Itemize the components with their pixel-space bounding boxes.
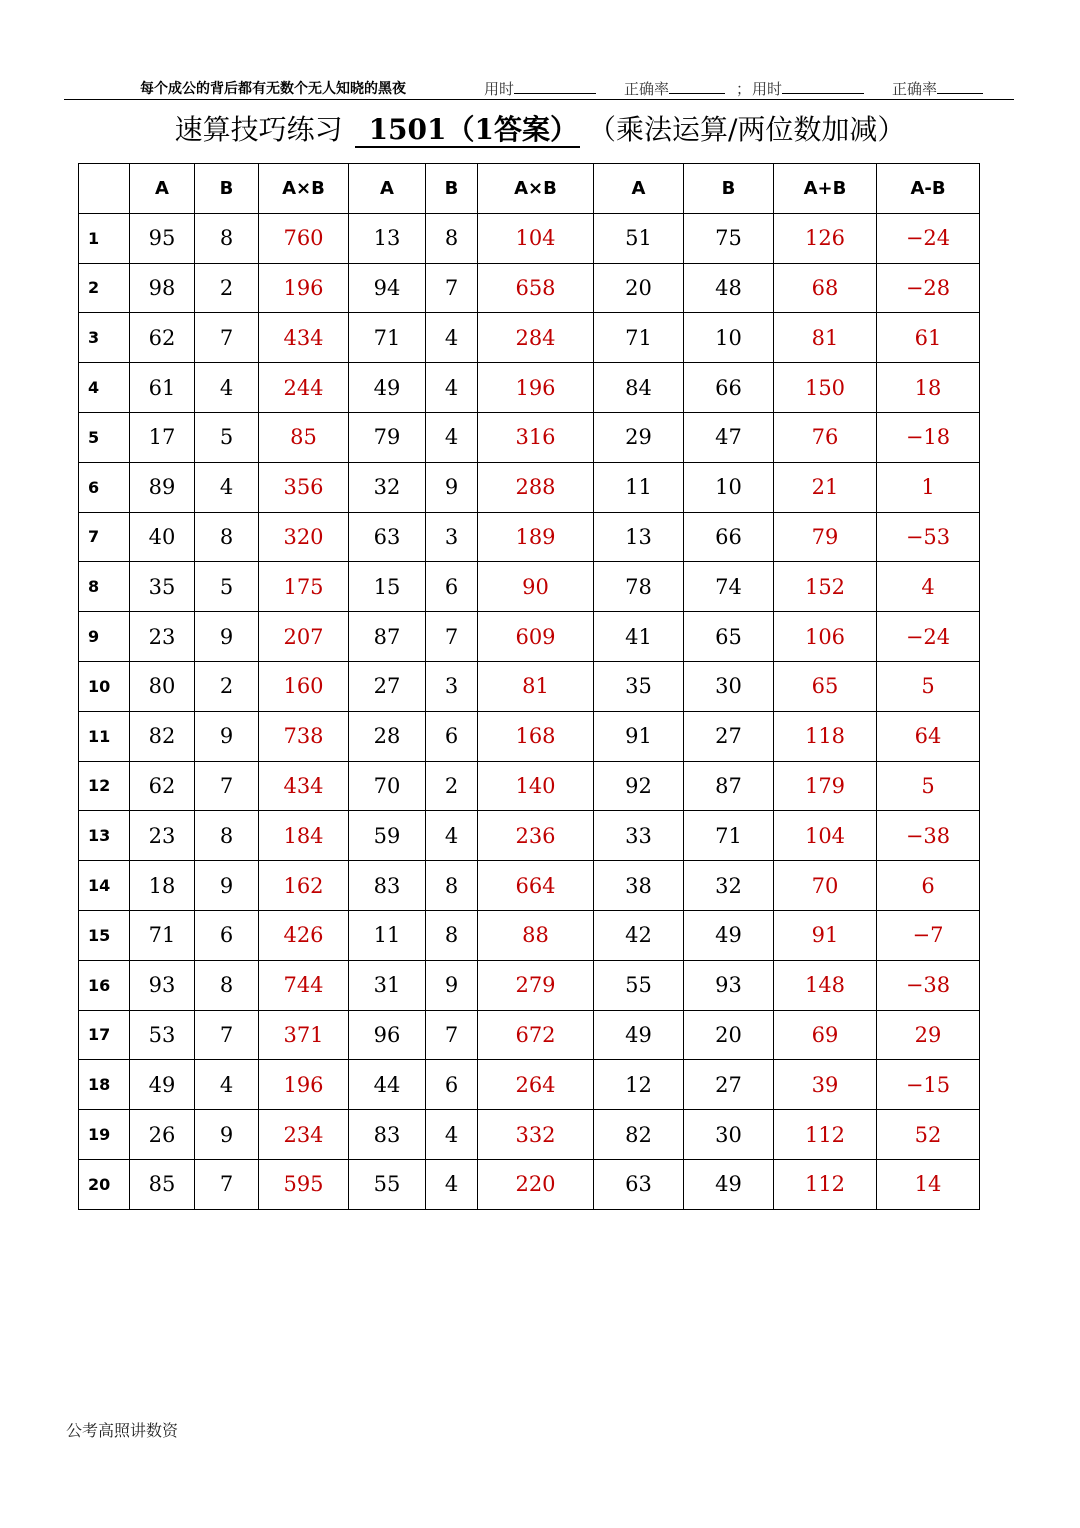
answer-cell: 126 [774,213,877,263]
answer-cell: 196 [259,1060,349,1110]
operand-cell: 27 [684,711,774,761]
answer-cell: 160 [259,661,349,711]
answer-cell: 220 [478,1159,594,1209]
operand-cell: 87 [349,612,426,662]
operand-cell: 5 [195,412,259,462]
answer-cell: 244 [259,363,349,413]
header-cell: A [349,164,426,214]
operand-cell: 4 [426,313,478,363]
accuracy-blank-1[interactable] [669,79,725,94]
operand-cell: 7 [195,313,259,363]
operand-cell: 3 [426,512,478,562]
answer-cell: 104 [774,811,877,861]
operand-cell: 8 [426,861,478,911]
header-rule [64,99,1014,100]
answer-cell: 64 [877,711,980,761]
answer-cell: 81 [774,313,877,363]
row-number: 18 [79,1060,130,1110]
operand-cell: 9 [426,462,478,512]
operand-cell: 6 [426,1060,478,1110]
answer-cell: 65 [774,661,877,711]
answer-cell: −28 [877,263,980,313]
answer-cell: 81 [478,661,594,711]
operand-cell: 4 [195,462,259,512]
answer-cell: 426 [259,910,349,960]
operand-cell: 66 [684,512,774,562]
header-cell: A-B [877,164,980,214]
operand-cell: 93 [130,960,195,1010]
answer-cell: 189 [478,512,594,562]
operand-cell: 42 [594,910,684,960]
answer-cell: −18 [877,412,980,462]
operand-cell: 82 [130,711,195,761]
table-row [79,711,980,761]
operand-cell: 2 [426,761,478,811]
header-cell: A+B [774,164,877,214]
answer-cell: 175 [259,562,349,612]
operand-cell: 93 [684,960,774,1010]
operand-cell: 62 [130,313,195,363]
operand-cell: 55 [349,1159,426,1209]
operand-cell: 33 [594,811,684,861]
operand-cell: 9 [195,1110,259,1160]
separator: ； [736,80,752,98]
time-field-1 [484,78,596,99]
row-number: 17 [79,1010,130,1060]
operand-cell: 7 [426,263,478,313]
answer-cell: 288 [478,462,594,512]
answer-cell: 664 [478,861,594,911]
accuracy-blank-2[interactable] [937,79,983,94]
row-number: 13 [79,811,130,861]
answer-cell: 76 [774,412,877,462]
operand-cell: 6 [195,910,259,960]
row-number: 14 [79,861,130,911]
table-row [79,562,980,612]
answer-cell: 5 [877,761,980,811]
operand-cell: 20 [594,263,684,313]
operand-cell: 89 [130,462,195,512]
answer-cell: 179 [774,761,877,811]
answer-cell: 760 [259,213,349,263]
table-row [79,363,980,413]
operand-cell: 31 [349,960,426,1010]
operand-cell: 7 [426,1010,478,1060]
operand-cell: 95 [130,213,195,263]
operand-cell: 2 [195,661,259,711]
header-cell: B [684,164,774,214]
answer-cell: 284 [478,313,594,363]
header-cell: A×B [478,164,594,214]
operand-cell: 18 [130,861,195,911]
operand-cell: 32 [684,861,774,911]
answer-cell: −38 [877,811,980,861]
operand-cell: 98 [130,263,195,313]
operand-cell: 17 [130,412,195,462]
answer-cell: 39 [774,1060,877,1110]
row-number: 19 [79,1110,130,1160]
header-row [79,164,980,214]
operand-cell: 4 [195,1060,259,1110]
answer-cell: 18 [877,363,980,413]
answer-cell: 434 [259,313,349,363]
answer-cell: 69 [774,1010,877,1060]
operand-cell: 8 [426,213,478,263]
accuracy-field-2 [892,78,983,99]
operand-cell: 2 [195,263,259,313]
operand-cell: 49 [130,1060,195,1110]
operand-cell: 27 [349,661,426,711]
row-number: 8 [79,562,130,612]
operand-cell: 65 [684,612,774,662]
operand-cell: 6 [426,711,478,761]
operand-cell: 74 [684,562,774,612]
answer-cell: 150 [774,363,877,413]
operand-cell: 71 [349,313,426,363]
answer-cell: 609 [478,612,594,662]
operand-cell: 92 [594,761,684,811]
operand-cell: 59 [349,811,426,861]
time-blank-2[interactable] [782,79,864,94]
table-row [79,1159,980,1209]
operand-cell: 15 [349,562,426,612]
title-code: 1501（1答案） [355,114,580,148]
header-cell-index [79,164,130,214]
answer-cell: 207 [259,612,349,662]
operand-cell: 29 [594,412,684,462]
motto-text: 每个成公的背后都有无数个无人知晓的黑夜 [140,81,406,97]
table-row [79,960,980,1010]
operand-cell: 23 [130,811,195,861]
answer-cell: −24 [877,612,980,662]
row-number: 7 [79,512,130,562]
answer-cell: 148 [774,960,877,1010]
operand-cell: 9 [195,861,259,911]
table-row [79,1060,980,1110]
table-row [79,612,980,662]
answer-cell: 14 [877,1159,980,1209]
table-row [79,462,980,512]
operand-cell: 75 [684,213,774,263]
operand-cell: 9 [195,612,259,662]
operand-cell: 28 [349,711,426,761]
table-row [79,263,980,313]
answer-cell: 168 [478,711,594,761]
answer-cell: −24 [877,213,980,263]
operand-cell: 7 [195,1159,259,1209]
answer-cell: 434 [259,761,349,811]
operand-cell: 66 [684,363,774,413]
operand-cell: 26 [130,1110,195,1160]
page-title [0,108,1080,148]
operand-cell: 40 [130,512,195,562]
operand-cell: 78 [594,562,684,612]
operand-cell: 49 [684,1159,774,1209]
row-number: 9 [79,612,130,662]
accuracy-label-2: 正确率 [892,80,938,98]
table-row [79,910,980,960]
operand-cell: 27 [684,1060,774,1110]
operand-cell: 71 [594,313,684,363]
table-body [79,213,980,1209]
operand-cell: 32 [349,462,426,512]
answer-cell: 264 [478,1060,594,1110]
header-cell: A [130,164,195,214]
operand-cell: 49 [684,910,774,960]
operand-cell: 48 [684,263,774,313]
answer-cell: 1 [877,462,980,512]
title-suffix: （乘法运算/两位数加减） [588,113,906,146]
operand-cell: 70 [349,761,426,811]
answer-cell: 79 [774,512,877,562]
operand-cell: 30 [684,661,774,711]
answer-cell: 104 [478,213,594,263]
title-prefix: 速算技巧练习 [174,113,343,146]
answer-cell: 61 [877,313,980,363]
table-row [79,412,980,462]
answer-cell: 70 [774,861,877,911]
footer-text: 公考高照讲数资 [66,1421,179,1440]
operand-cell: 55 [594,960,684,1010]
answer-cell: 68 [774,263,877,313]
operand-cell: 11 [349,910,426,960]
time-field-2 [752,78,864,99]
operand-cell: 85 [130,1159,195,1209]
table-row [79,1010,980,1060]
operand-cell: 7 [195,761,259,811]
operand-cell: 82 [594,1110,684,1160]
answer-cell: 6 [877,861,980,911]
answer-cell: −15 [877,1060,980,1110]
operand-cell: 71 [130,910,195,960]
answer-cell: 279 [478,960,594,1010]
header-cell: B [195,164,259,214]
time-label-2: 用时 [752,80,783,98]
operand-cell: 13 [349,213,426,263]
answer-cell: 234 [259,1110,349,1160]
operand-cell: 35 [594,661,684,711]
operand-cell: 63 [349,512,426,562]
table-row [79,661,980,711]
operand-cell: 10 [684,313,774,363]
operand-cell: 35 [130,562,195,612]
operand-cell: 11 [594,462,684,512]
header-line [64,76,1014,100]
table-row [79,761,980,811]
row-number: 1 [79,213,130,263]
answer-cell: 595 [259,1159,349,1209]
answer-cell: 196 [259,263,349,313]
time-blank-1[interactable] [514,79,596,94]
operand-cell: 6 [426,562,478,612]
answer-cell: 162 [259,861,349,911]
row-number: 6 [79,462,130,512]
answer-cell: 140 [478,761,594,811]
operand-cell: 80 [130,661,195,711]
operand-cell: 96 [349,1010,426,1060]
row-number: 20 [79,1159,130,1209]
time-label-1: 用时 [484,80,515,98]
table-row [79,861,980,911]
answer-cell: 91 [774,910,877,960]
operand-cell: 53 [130,1010,195,1060]
accuracy-label-1: 正确率 [624,80,670,98]
operand-cell: 5 [195,562,259,612]
header-cell: A [594,164,684,214]
answer-cell: 21 [774,462,877,512]
answer-cell: 672 [478,1010,594,1060]
operand-cell: 10 [684,462,774,512]
table-row [79,811,980,861]
operand-cell: 4 [426,811,478,861]
operand-cell: 4 [426,363,478,413]
answer-cell: 658 [478,263,594,313]
operand-cell: 9 [195,711,259,761]
exercise-table [78,163,980,1210]
operand-cell: 9 [426,960,478,1010]
answer-cell: 744 [259,960,349,1010]
answer-cell: 88 [478,910,594,960]
operand-cell: 49 [594,1010,684,1060]
table-row [79,1110,980,1160]
answer-cell: −7 [877,910,980,960]
row-number: 5 [79,412,130,462]
operand-cell: 84 [594,363,684,413]
row-number: 16 [79,960,130,1010]
row-number: 3 [79,313,130,363]
row-number: 10 [79,661,130,711]
operand-cell: 3 [426,661,478,711]
answer-cell: 29 [877,1010,980,1060]
operand-cell: 8 [426,910,478,960]
answer-cell: 52 [877,1110,980,1160]
operand-cell: 8 [195,960,259,1010]
operand-cell: 7 [426,612,478,662]
answer-cell: 90 [478,562,594,612]
answer-cell: −53 [877,512,980,562]
operand-cell: 41 [594,612,684,662]
operand-cell: 87 [684,761,774,811]
row-number: 12 [79,761,130,811]
operand-cell: 8 [195,213,259,263]
answer-cell: 316 [478,412,594,462]
answer-cell: 4 [877,562,980,612]
operand-cell: 63 [594,1159,684,1209]
row-number: 11 [79,711,130,761]
operand-cell: 4 [426,1110,478,1160]
operand-cell: 20 [684,1010,774,1060]
operand-cell: 7 [195,1010,259,1060]
operand-cell: 94 [349,263,426,313]
row-number: 4 [79,363,130,413]
answer-cell: 112 [774,1159,877,1209]
operand-cell: 91 [594,711,684,761]
operand-cell: 49 [349,363,426,413]
operand-cell: 61 [130,363,195,413]
accuracy-field-1 [624,78,725,99]
answer-cell: 118 [774,711,877,761]
table-row [79,512,980,562]
operand-cell: 38 [594,861,684,911]
table-row [79,213,980,263]
answer-cell: 85 [259,412,349,462]
operand-cell: 4 [426,412,478,462]
operand-cell: 62 [130,761,195,811]
answer-cell: 106 [774,612,877,662]
operand-cell: 8 [195,811,259,861]
operand-cell: 4 [426,1159,478,1209]
row-number: 2 [79,263,130,313]
operand-cell: 47 [684,412,774,462]
operand-cell: 8 [195,512,259,562]
answer-cell: 356 [259,462,349,512]
operand-cell: 71 [684,811,774,861]
answer-cell: 152 [774,562,877,612]
operand-cell: 79 [349,412,426,462]
answer-cell: 738 [259,711,349,761]
answer-cell: 371 [259,1010,349,1060]
answer-cell: 5 [877,661,980,711]
answer-cell: 112 [774,1110,877,1160]
header-cell: A×B [259,164,349,214]
operand-cell: 13 [594,512,684,562]
answer-cell: 320 [259,512,349,562]
operand-cell: 23 [130,612,195,662]
answer-cell: 332 [478,1110,594,1160]
operand-cell: 30 [684,1110,774,1160]
answer-cell: 196 [478,363,594,413]
answer-cell: 236 [478,811,594,861]
row-number: 15 [79,910,130,960]
operand-cell: 83 [349,861,426,911]
answer-cell: −38 [877,960,980,1010]
operand-cell: 44 [349,1060,426,1110]
answer-cell: 184 [259,811,349,861]
header-cell: B [426,164,478,214]
operand-cell: 12 [594,1060,684,1110]
operand-cell: 51 [594,213,684,263]
table-row [79,313,980,363]
operand-cell: 83 [349,1110,426,1160]
operand-cell: 4 [195,363,259,413]
